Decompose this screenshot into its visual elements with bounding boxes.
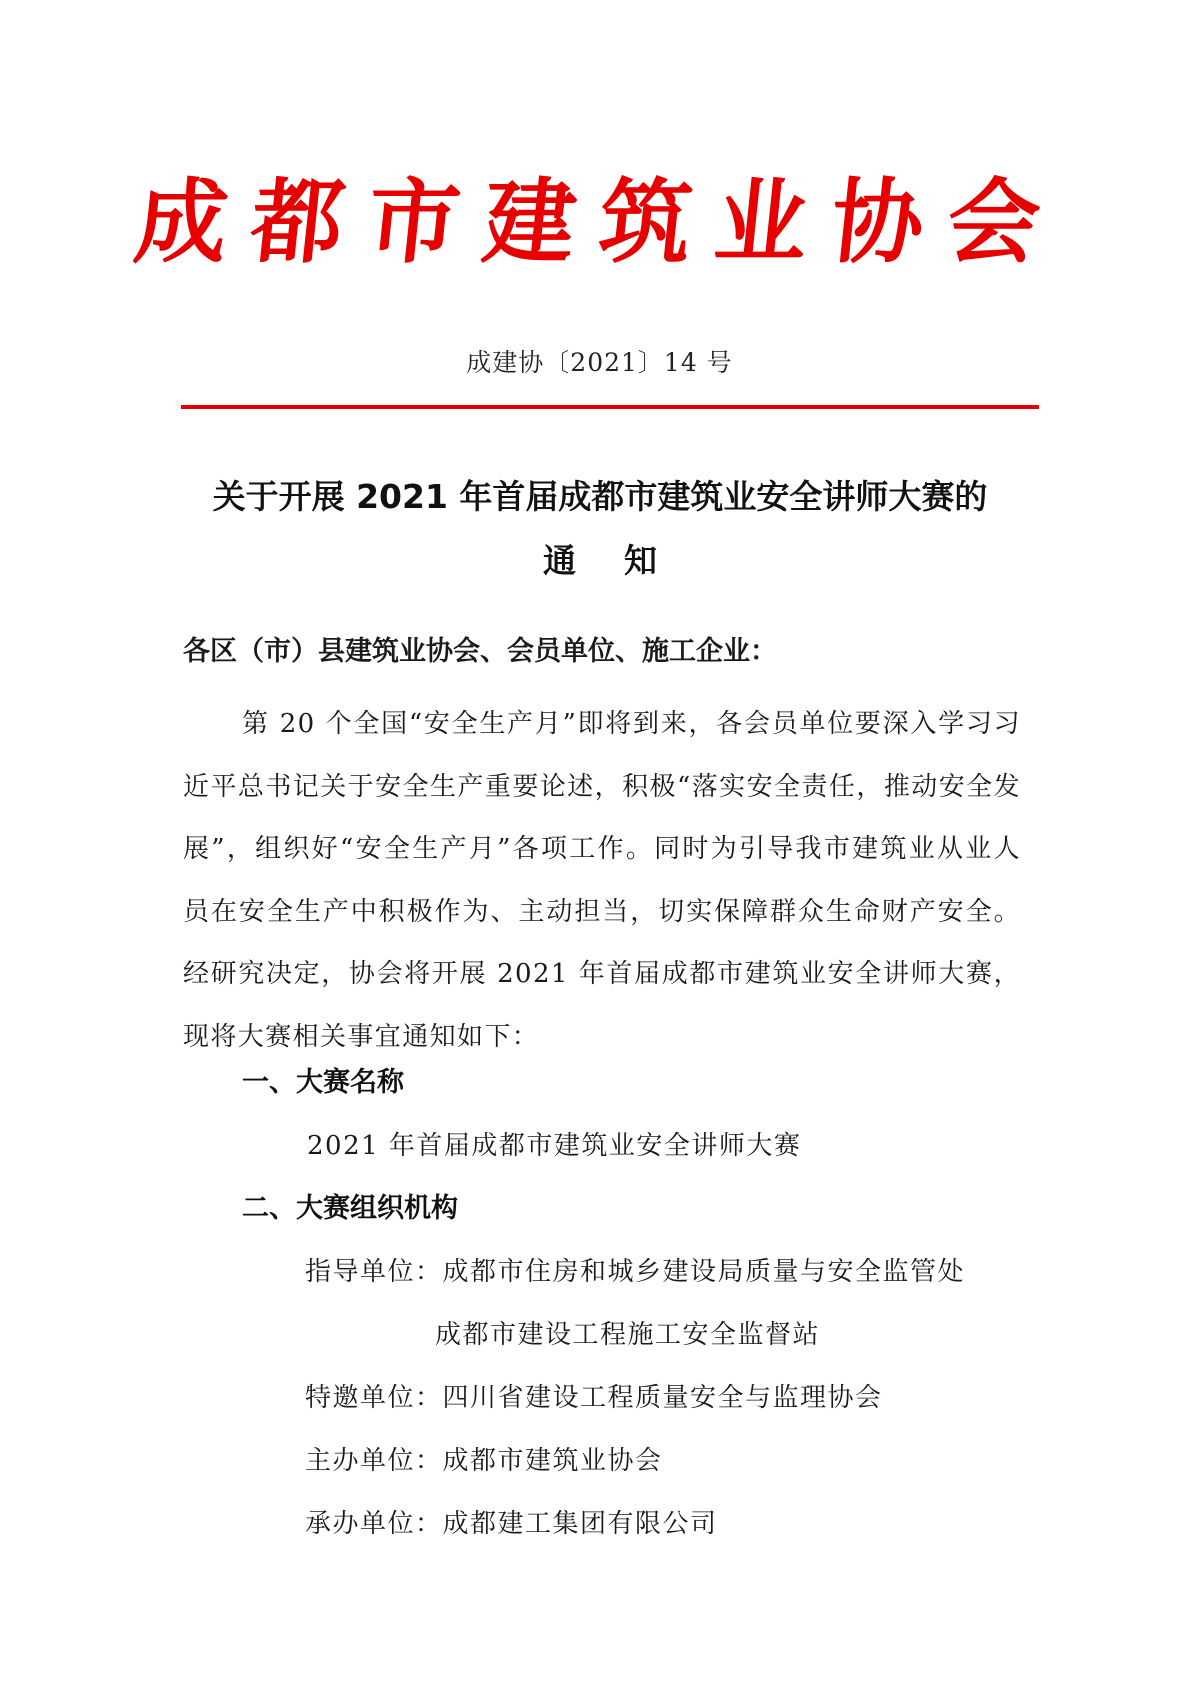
section1-heading: 一、大赛名称: [242, 1067, 404, 1098]
invited-unit-label: 特邀单位：: [305, 1383, 443, 1413]
organizer-unit: 成都建工集团有限公司: [442, 1509, 718, 1539]
document-number: 成建协〔2021〕14 号: [466, 348, 733, 377]
organizer-unit-row: [305, 1504, 718, 1544]
host-unit: 成都市建筑业协会: [442, 1446, 663, 1476]
red-divider-line: [181, 405, 1039, 409]
organizer-unit-label: 承办单位：: [305, 1509, 443, 1539]
guiding-unit-row: [305, 1252, 965, 1292]
guiding-unit-1: 成都市住房和城乡建设局质量与安全监管处: [442, 1257, 966, 1287]
section2-heading: 二、大赛组织机构: [242, 1193, 458, 1224]
masthead-org-name: 成都市建筑业协会: [129, 169, 1070, 276]
salutation: 各区（市）县建筑业协会、会员单位、施工企业：: [183, 636, 777, 667]
contest-name: 2021 年首届成都市建筑业安全讲师大赛: [307, 1131, 802, 1161]
invited-unit: 四川省建设工程质量安全与监理协会: [442, 1383, 883, 1413]
notice-title: [150, 465, 1050, 593]
host-unit-label: 主办单位：: [305, 1446, 443, 1476]
invited-unit-row: [305, 1378, 883, 1418]
intro-paragraph: 第 20 个全国“安全生产月”即将到来，各会员单位要深入学习习近平总书记关于安全生产重要论述，积极“落实安全责任，推动安全发展”，组织好“安全生产月”各项工作。同时为引导我市建筑业从业人员在安全生产中积极作为、主动担当，切实保障群众生命财产安全。经研究决定，协会将开展 2021 年首届成都市建筑业安全讲师大赛，现将大赛相关事宜通知如下：: [183, 709, 1021, 1052]
notice-title-line2: 通知: [543, 541, 705, 580]
notice-title-line1: 关于开展 2021 年首届成都市建筑业安全讲师大赛的: [212, 477, 988, 516]
host-unit-row: [305, 1441, 663, 1481]
guiding-unit-2: 成都市建设工程施工安全监督站: [435, 1320, 821, 1350]
guiding-unit-label: 指导单位：: [305, 1257, 443, 1287]
